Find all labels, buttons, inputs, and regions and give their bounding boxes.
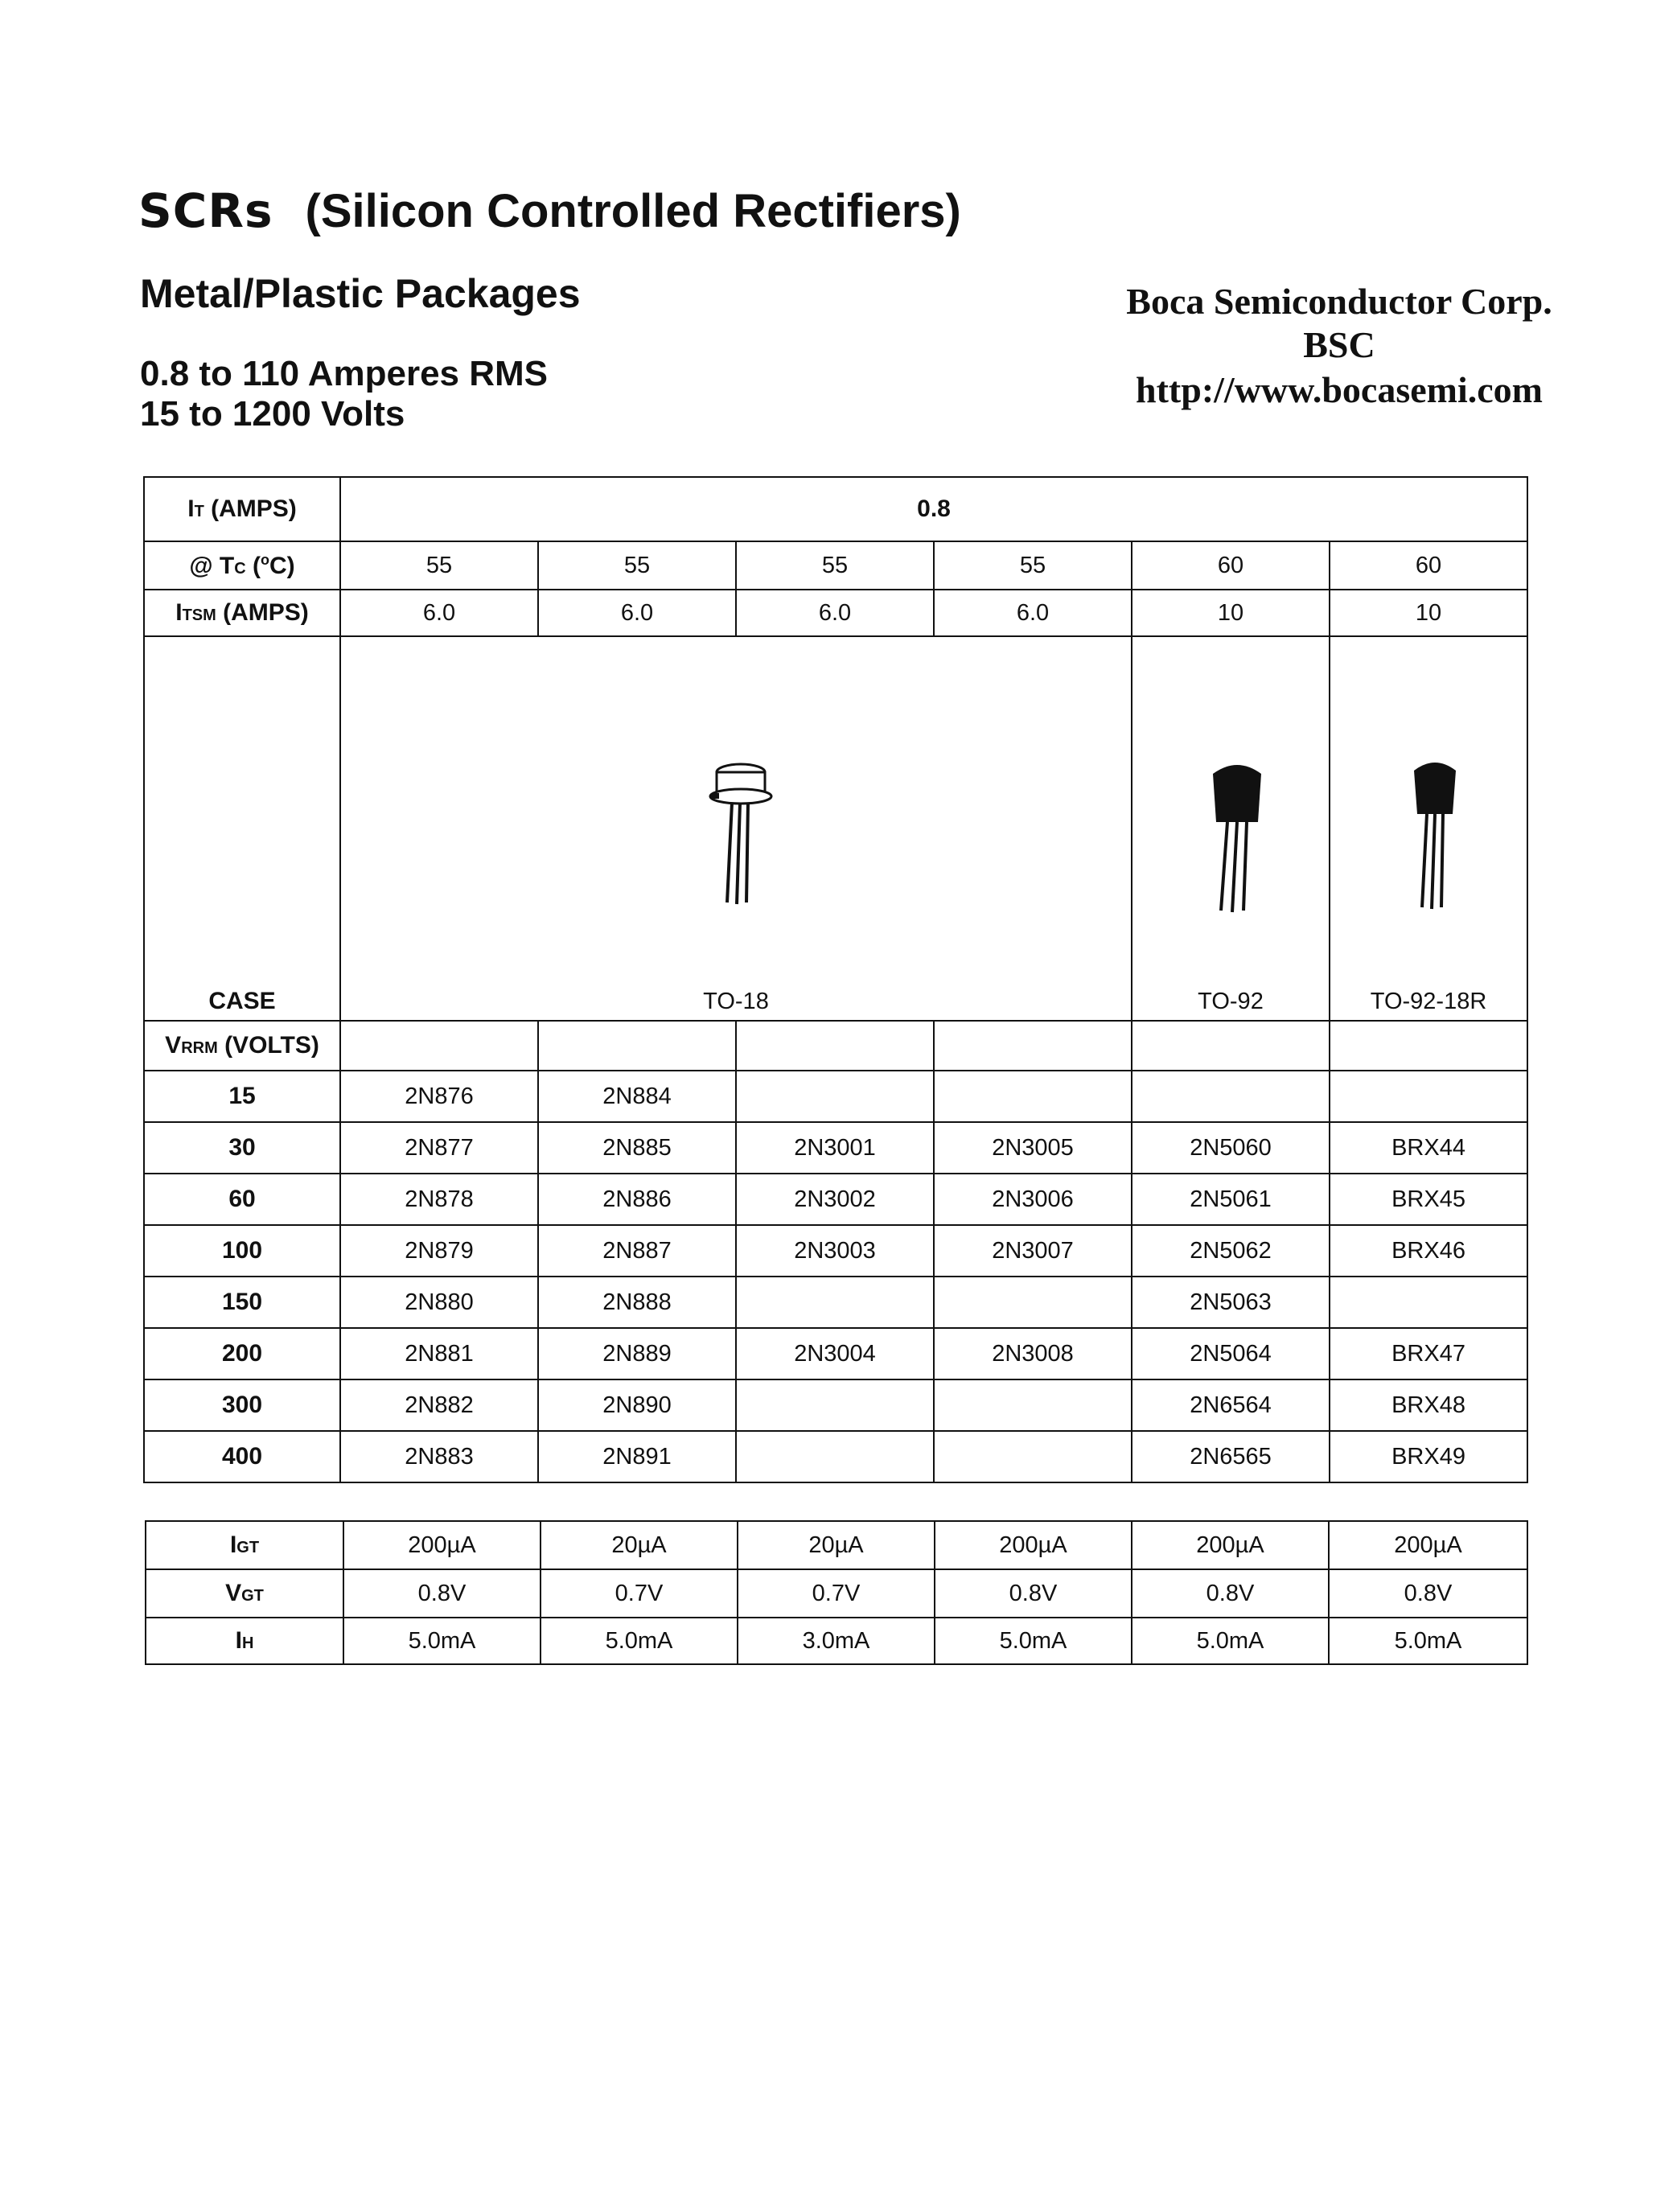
tc-value: 55	[538, 541, 736, 590]
part-cell	[934, 1379, 1132, 1431]
igt-value: 20µA	[738, 1521, 935, 1569]
vgt-value: 0.7V	[738, 1569, 935, 1618]
part-cell: 2N6565	[1132, 1431, 1330, 1482]
part-cell: 2N5063	[1132, 1277, 1330, 1328]
part-cell: 2N880	[340, 1277, 538, 1328]
vgt-value: 0.8V	[1132, 1569, 1329, 1618]
part-cell: 2N883	[340, 1431, 538, 1482]
igt-header: IGT	[146, 1521, 343, 1569]
part-cell: 2N3001	[736, 1122, 934, 1174]
itsm-value: 10	[1330, 590, 1527, 636]
ih-value: 5.0mA	[1132, 1618, 1329, 1664]
tc-value: 55	[340, 541, 538, 590]
part-cell: 2N5064	[1132, 1328, 1330, 1379]
part-cell	[736, 1277, 934, 1328]
vgt-value: 0.8V	[343, 1569, 541, 1618]
table-row	[144, 1277, 1527, 1328]
vgt-row	[146, 1569, 1527, 1618]
part-cell	[736, 1379, 934, 1431]
igt-value: 200µA	[1132, 1521, 1329, 1569]
case-label-to92-18r: TO-92-18R	[1370, 989, 1487, 1014]
part-cell	[736, 1071, 934, 1122]
table-row	[144, 1174, 1527, 1225]
tc-value: 60	[1330, 541, 1527, 590]
it-value: 0.8	[340, 477, 1527, 541]
case-header: CASE	[144, 636, 340, 1021]
vgt-value: 0.8V	[1329, 1569, 1527, 1618]
part-cell	[934, 1071, 1132, 1122]
ih-value: 5.0mA	[343, 1618, 541, 1664]
itsm-value: 6.0	[736, 590, 934, 636]
part-cell: 2N3002	[736, 1174, 934, 1225]
part-cell: BRX47	[1330, 1328, 1527, 1379]
part-cell: 2N877	[340, 1122, 538, 1174]
part-cell: 2N5062	[1132, 1225, 1330, 1277]
itsm-value: 6.0	[934, 590, 1132, 636]
part-cell: 2N5061	[1132, 1174, 1330, 1225]
part-cell	[934, 1431, 1132, 1482]
table-row	[144, 1328, 1527, 1379]
case-to92-18r	[1330, 636, 1527, 1021]
part-cell: 2N3006	[934, 1174, 1132, 1225]
case-row	[144, 636, 1527, 1021]
vgt-value: 0.8V	[935, 1569, 1132, 1618]
itsm-header: ITSM (AMPS)	[144, 590, 340, 636]
part-cell: 2N890	[538, 1379, 736, 1431]
part-cell: 2N887	[538, 1225, 736, 1277]
table-row	[144, 1122, 1527, 1174]
igt-row	[146, 1521, 1527, 1569]
table-row	[144, 1071, 1527, 1122]
vgt-value: 0.7V	[541, 1569, 738, 1618]
voltage-cell: 300	[144, 1379, 340, 1431]
company-url: http://www.bocasemi.com	[1136, 369, 1543, 410]
itsm-value: 6.0	[340, 590, 538, 636]
igt-value: 200µA	[343, 1521, 541, 1569]
part-cell: BRX44	[1330, 1122, 1527, 1174]
part-cell: 2N889	[538, 1328, 736, 1379]
part-cell: 2N878	[340, 1174, 538, 1225]
tc-value: 55	[736, 541, 934, 590]
part-cell: 2N3004	[736, 1328, 934, 1379]
tc-row	[144, 541, 1527, 590]
voltage-cell: 200	[144, 1328, 340, 1379]
part-cell	[736, 1431, 934, 1482]
vrrm-header-row	[144, 1021, 1527, 1071]
part-cell: 2N888	[538, 1277, 736, 1328]
igt-value: 200µA	[1329, 1521, 1527, 1569]
table-row	[144, 1431, 1527, 1482]
ih-value: 5.0mA	[541, 1618, 738, 1664]
case-to18	[340, 636, 1132, 1021]
tc-value: 55	[934, 541, 1132, 590]
part-cell	[1132, 1071, 1330, 1122]
igt-value: 20µA	[541, 1521, 738, 1569]
vrrm-header: VRRM (VOLTS)	[144, 1021, 340, 1071]
brand-logo-text: SCRs	[138, 183, 273, 238]
table-row	[144, 1379, 1527, 1431]
part-cell: 2N3008	[934, 1328, 1132, 1379]
ih-row	[146, 1618, 1527, 1664]
voltage-cell: 100	[144, 1225, 340, 1277]
part-cell: 2N886	[538, 1174, 736, 1225]
to92-package-icon	[1205, 758, 1269, 919]
itsm-value: 6.0	[538, 590, 736, 636]
company-abbr: BSC	[1303, 324, 1375, 365]
part-cell: 2N879	[340, 1225, 538, 1277]
tc-value: 60	[1132, 541, 1330, 590]
tc-header: @ TC ($^o$C)	[144, 541, 340, 590]
ih-value: 5.0mA	[935, 1618, 1132, 1664]
page-title	[138, 183, 961, 238]
ih-value: 3.0mA	[738, 1618, 935, 1664]
it-row	[144, 477, 1527, 541]
current-range: 0.8 to 110 Amperes RMS	[140, 354, 549, 393]
part-cell: 2N5060	[1132, 1122, 1330, 1174]
voltage-cell: 150	[144, 1277, 340, 1328]
voltage-cell: 400	[144, 1431, 340, 1482]
title-text: (Silicon Controlled Rectifiers)	[305, 185, 961, 237]
part-cell: 2N885	[538, 1122, 736, 1174]
part-cell: BRX48	[1330, 1379, 1527, 1431]
part-cell: 2N876	[340, 1071, 538, 1122]
company-name: Boca Semiconductor Corp.	[1126, 281, 1552, 322]
part-cell: BRX45	[1330, 1174, 1527, 1225]
voltage-cell: 15	[144, 1071, 340, 1122]
part-cell: 2N884	[538, 1071, 736, 1122]
part-cell: 2N3007	[934, 1225, 1132, 1277]
case-label-to18: TO-18	[703, 989, 769, 1014]
part-cell: 2N6564	[1132, 1379, 1330, 1431]
part-cell	[934, 1277, 1132, 1328]
itsm-value: 10	[1132, 590, 1330, 636]
to92-18r-package-icon	[1403, 756, 1467, 917]
case-label-to92: TO-92	[1198, 989, 1264, 1014]
voltage-cell: 60	[144, 1174, 340, 1225]
igt-value: 200µA	[935, 1521, 1132, 1569]
part-cell: 2N3003	[736, 1225, 934, 1277]
scr-spec-table	[145, 1520, 1528, 1665]
part-cell: 2N882	[340, 1379, 538, 1431]
ih-value: 5.0mA	[1329, 1618, 1527, 1664]
it-header: IT (AMPS)	[144, 477, 340, 541]
part-cell	[1330, 1277, 1527, 1328]
scr-part-table	[143, 476, 1528, 1483]
part-cell: BRX49	[1330, 1431, 1527, 1482]
part-cell: 2N891	[538, 1431, 736, 1482]
vgt-header: VGT	[146, 1569, 343, 1618]
voltage-cell: 30	[144, 1122, 340, 1174]
voltage-range: 15 to 1200 Volts	[140, 394, 405, 434]
part-cell	[1330, 1071, 1527, 1122]
table-row	[144, 1225, 1527, 1277]
case-to92	[1132, 636, 1330, 1021]
part-cell: BRX46	[1330, 1225, 1527, 1277]
ih-header: IH	[146, 1618, 343, 1664]
part-cell: 2N881	[340, 1328, 538, 1379]
page-subtitle: Metal/Plastic Packages	[140, 271, 581, 316]
to18-package-icon	[705, 758, 777, 911]
part-cell: 2N3005	[934, 1122, 1132, 1174]
itsm-row	[144, 590, 1527, 636]
